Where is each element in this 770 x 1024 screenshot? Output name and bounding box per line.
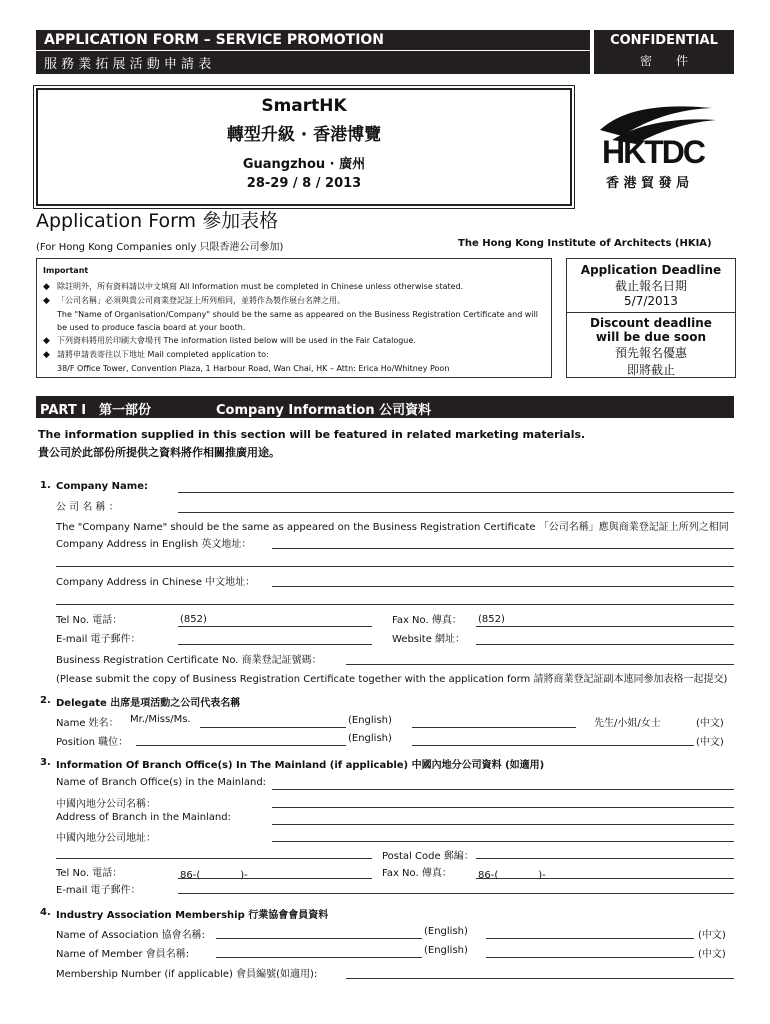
member-name-zh-field[interactable]: [486, 957, 694, 958]
important-item: ◆ 請將申請表寄往以下地址 Mail completed application to:: [43, 348, 547, 362]
part1-intro-en: The information supplied in this section will be featured in related marketing materials.: [38, 428, 586, 441]
brc-label: Business Registration Certificate No. 商業登記証號碼：: [56, 655, 322, 666]
branch-tel-label: Tel No. 電話：: [56, 868, 123, 879]
company-address-en-field[interactable]: [272, 548, 734, 549]
hk-companies-note: (For Hong Kong Companies only 只限香港公司參加): [36, 242, 284, 253]
part1-label: PART I 第一部份: [40, 403, 152, 418]
confidential-label: CONFIDENTIAL: [610, 33, 718, 48]
part1-title: Company Information 公司資料: [216, 403, 432, 418]
tel-prefix: (852): [180, 614, 207, 625]
deadline-date: 5/7/2013: [624, 294, 678, 308]
important-list: [43, 280, 547, 375]
branch-fax-prefix: 86-( )-: [478, 870, 546, 881]
association-chinese-tag: (中文): [698, 930, 726, 941]
delegate-name-en-field[interactable]: [200, 727, 346, 728]
header-bar: [36, 30, 590, 74]
discount-line1: Discount deadline: [590, 316, 712, 330]
delegate-title: Delegate 出席是項活動之公司代表名稱: [56, 698, 241, 709]
discount-zh1: 預先報名優惠: [614, 346, 687, 360]
brc-field[interactable]: [346, 664, 734, 665]
delegate-position-chinese-tag: (中文): [696, 737, 724, 748]
member-name-en-field[interactable]: [216, 957, 422, 958]
mailing-address: 38/F Office Tower, Convention Plaza, 1 Harbour Road, Wan Chai, HK – Attn: Erica Ho/Whitney Poon: [57, 364, 450, 373]
event-dates: 28-29 / 8 / 2013: [246, 176, 362, 191]
part1-bar: [36, 396, 734, 418]
branch-addr-zh-field[interactable]: [272, 841, 734, 842]
website-label: Website 網址：: [392, 634, 466, 645]
important-title: Important: [43, 266, 89, 275]
tel-label: Tel No. 電話：: [56, 615, 123, 626]
branch-name-en-label: Name of Branch Office(s) in the Mainland:: [56, 777, 267, 788]
delegate-position-label: Position 職位：: [56, 737, 129, 748]
discount-line2: will be due soon: [595, 330, 707, 344]
branch-fax-field[interactable]: [476, 878, 734, 879]
company-address-en-field-2[interactable]: [56, 566, 734, 567]
branch-addr-zh-label: 中國內地分公司地址：: [56, 833, 156, 844]
branch-addr-en-label: Address of Branch in the Mainland:: [56, 812, 231, 823]
branch-fax-label: Fax No. 傳真：: [382, 868, 452, 879]
branch-email-field[interactable]: [178, 893, 734, 894]
hkia-label: The Hong Kong Institute of Architects (HKIA): [458, 238, 712, 249]
delegate-name-zh-field[interactable]: [412, 727, 576, 728]
q2-number: 2.: [40, 695, 51, 706]
important-item: ◆ 除註明外，所有資料請以中文填寫 All Information must be completed in Chinese unless otherwise stated.: [43, 280, 547, 294]
company-address-zh-field[interactable]: [272, 586, 734, 587]
important-item: ◆ 「公司名稱」必須與貴公司商業登記証上所列相同，並將作為製作展台名牌之用。: [43, 294, 547, 308]
logo-text-zh: 香 港 貿 發 局: [606, 176, 690, 191]
company-name-label-zh: 公 司 名 稱 ：: [56, 502, 119, 513]
branch-addr-field-2[interactable]: [56, 858, 372, 859]
branch-name-zh-field[interactable]: [272, 807, 734, 808]
branch-name-zh-label: 中國內地分公司名稱：: [56, 799, 156, 810]
q1-number: 1.: [40, 480, 51, 491]
deadline-title: Application Deadline: [580, 263, 722, 277]
discount-zh2: 即將截止: [626, 363, 675, 377]
association-name-en-field[interactable]: [216, 938, 422, 939]
event-box: [36, 88, 572, 206]
header-divider: [36, 50, 590, 51]
company-address-en-label: Company Address in English 英文地址：: [56, 539, 252, 550]
association-english-tag: (English): [424, 926, 468, 937]
delegate-name-english-tag: (English): [348, 715, 392, 726]
delegate-name-prefix: Mr./Miss/Ms.: [130, 714, 191, 725]
delegate-name-chinese-tag: (中文): [696, 718, 724, 729]
confidential-label-zh: 密 件: [639, 54, 688, 68]
member-chinese-tag: (中文): [698, 949, 726, 960]
membership-number-field[interactable]: [346, 978, 734, 979]
logo-text: HKTDC: [602, 134, 704, 170]
part1-intro-zh: 貴公司於此部份所提供之資料將作相關推廣用途。: [38, 446, 280, 459]
association-name-zh-field[interactable]: [486, 938, 694, 939]
event-city: Guangzhou · 廣州: [242, 157, 366, 172]
postal-code-label: Postal Code 郵編：: [382, 851, 474, 862]
branch-tel-field[interactable]: [178, 878, 372, 879]
form-title-zh: 服 務 業 拓 展 活 動 申 請 表: [44, 57, 212, 72]
branch-email-label: E-mail 電子郵件：: [56, 885, 141, 896]
company-name-field[interactable]: [178, 492, 734, 493]
delegate-position-zh-field[interactable]: [412, 745, 694, 746]
deadline-title-zh: 截止報名日期: [614, 279, 687, 293]
member-name-label: Name of Member 會員名稱:: [56, 949, 190, 960]
postal-code-field[interactable]: [476, 858, 734, 859]
branch-name-en-field[interactable]: [272, 789, 734, 790]
delegate-honorific: 先生/小姐/女士: [594, 718, 661, 729]
form-title-en: APPLICATION FORM – SERVICE PROMOTION: [44, 32, 385, 48]
association-title: Industry Association Membership 行業協會會員資料: [56, 910, 329, 921]
fax-prefix: (852): [478, 614, 505, 625]
association-name-label: Name of Association 協會名稱:: [56, 930, 205, 941]
event-name: SmartHK: [261, 96, 347, 116]
tel-field[interactable]: [178, 626, 372, 627]
q3-number: 3.: [40, 757, 51, 768]
hktdc-logo: [592, 100, 722, 192]
important-subtext: The "Name of Organisation/Company" should be the same as appeared on the Business Registration Certificate and will be used to produce fascia board at your booth.: [57, 310, 539, 332]
website-field[interactable]: [476, 644, 734, 645]
brc-note: (Please submit the copy of Business Registration Certificate together with the application form 請將商業登記証副本連同參加表格一起提交): [56, 674, 728, 685]
company-name-note: The "Company Name" should be the same as appeared on the Business Registration Certificate 「公司名稱」應與商業登記証上所列之相同: [56, 522, 729, 533]
email-field[interactable]: [178, 644, 372, 645]
fax-label: Fax No. 傳真：: [392, 615, 462, 626]
membership-number-label: Membership Number (if applicable) 會員編號(如適用):: [56, 969, 318, 980]
branch-tel-prefix: 86-( )-: [180, 870, 248, 881]
delegate-position-english-tag: (English): [348, 733, 392, 744]
branch-addr-en-field[interactable]: [272, 824, 734, 825]
member-english-tag: (English): [424, 945, 468, 956]
delegate-position-en-field[interactable]: [136, 745, 346, 746]
company-address-zh-field-2[interactable]: [56, 604, 734, 605]
branch-title: Information Of Branch Office(s) In The Mainland (if applicable) 中國內地分公司資料 (如適用): [56, 760, 545, 771]
company-address-zh-label: Company Address in Chinese 中文地址：: [56, 577, 256, 588]
email-label: E-mail 電子郵件：: [56, 634, 141, 645]
deadline-box: [566, 258, 736, 378]
important-box: [36, 258, 552, 378]
deadline-divider: [567, 312, 735, 313]
confidential-bar: [594, 30, 734, 74]
q4-number: 4.: [40, 907, 51, 918]
fax-field[interactable]: [476, 626, 734, 627]
company-name-label: Company Name:: [56, 481, 148, 492]
delegate-name-label: Name 姓名：: [56, 718, 119, 729]
company-name-zh-field[interactable]: [178, 512, 734, 513]
important-item: ◆ 下列資料將用於印刷大會場刊 The information listed below will be used in the Fair Catalogue.: [43, 334, 547, 348]
application-form-title: Application Form 參加表格: [36, 210, 279, 232]
event-subtitle: 轉型升級 · 香港博覽: [226, 125, 382, 145]
